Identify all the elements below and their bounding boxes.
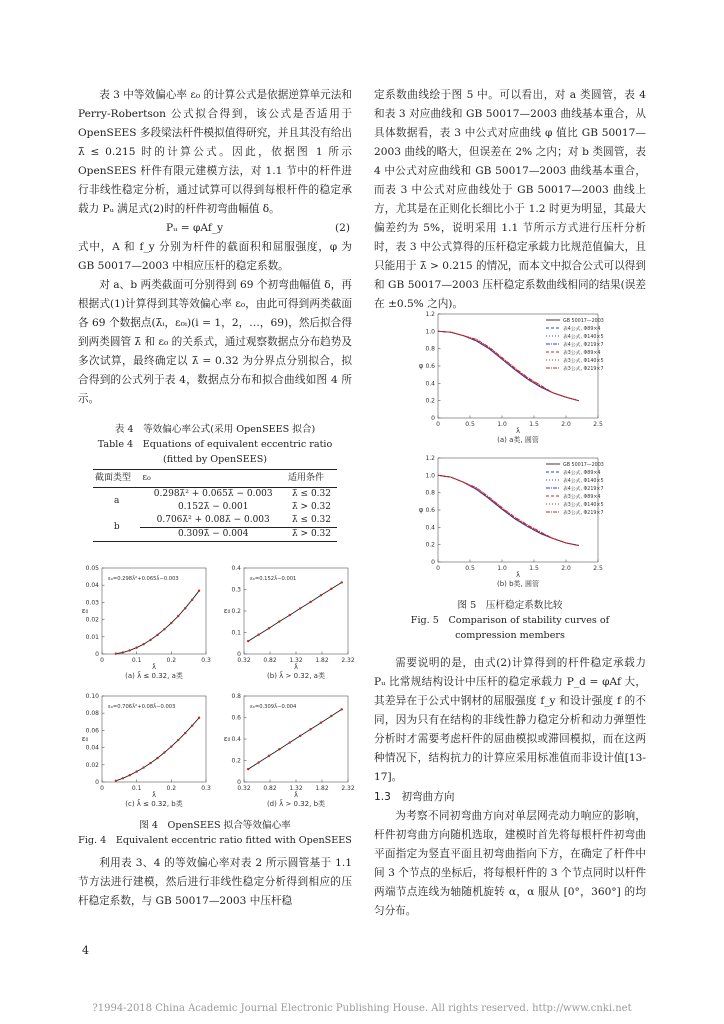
- equation-2-body: Pᵤ = φAf_y: [166, 222, 224, 234]
- x-tick-label: 0.1: [131, 785, 142, 792]
- x-axis-label: λ̄: [516, 571, 520, 579]
- x-tick-label: 2.0: [561, 421, 571, 428]
- y-tick-label: 0.4: [231, 736, 241, 743]
- page-number: 4: [82, 944, 89, 957]
- data-point: [115, 780, 117, 782]
- x-tick-label: 0.1: [131, 657, 142, 664]
- data-point: [142, 766, 144, 768]
- y-tick-label: 0.04: [85, 744, 99, 752]
- y-tick-label: 0.10: [85, 693, 99, 700]
- data-point: [149, 762, 151, 764]
- data-point: [170, 622, 172, 624]
- fit-equation-label: ε₀=0.298λ̄²+0.065λ̄−0.003: [108, 576, 179, 582]
- chart-fig4a: [82, 565, 211, 680]
- chart-caption: (d) λ̄ > 0.32, b类: [266, 800, 326, 808]
- y-tick-label: 0.01: [85, 633, 99, 641]
- data-point: [289, 741, 291, 743]
- x-tick-label: 1.32: [289, 657, 303, 664]
- y-tick-label: 0.2: [231, 757, 241, 765]
- data-point: [320, 594, 322, 596]
- fit-line: [248, 582, 342, 641]
- y-tick-label: 0.4: [425, 524, 435, 532]
- y-tick-label: 0.8: [425, 489, 435, 497]
- data-point: [177, 615, 179, 617]
- fig5-title-cn: 图 5 压杆稳定系数比较: [457, 600, 563, 611]
- table-4-title-cn: 表 4 等效偏心率公式(采用 OpenSEES 拟合): [114, 424, 316, 435]
- data-point: [129, 649, 131, 651]
- copyright-footer: ?1994-2018 China Academic Journal Electronic Publishing House. All rights reserved. http://www.cnki.net: [92, 1003, 632, 1014]
- fit-line: [116, 591, 199, 654]
- series-line: [438, 331, 579, 400]
- table-cell: 0.309λ̄ − 0.004: [140, 528, 286, 542]
- table-4-title-en-2: (fitted by OpenSEES): [162, 454, 268, 465]
- y-tick-label: 0.1: [231, 629, 241, 637]
- series-line: [438, 475, 579, 545]
- equation-2: [78, 219, 352, 238]
- x-axis-label: λ̄: [152, 663, 156, 671]
- table-row: [93, 514, 337, 528]
- data-point: [247, 640, 249, 642]
- x-tick-label: 1.0: [497, 421, 507, 428]
- y-axis-label: ε₀: [81, 735, 89, 743]
- table-cell: 0.152λ̄ − 0.001: [177, 502, 249, 512]
- table-cell: 0.706λ̄² + 0.08λ̄ − 0.003: [140, 514, 286, 528]
- x-tick-label: 2.0: [561, 565, 571, 572]
- x-tick-label: 0.82: [263, 785, 277, 792]
- x-tick-label: 1.0: [497, 565, 507, 572]
- fig5-caption: [374, 598, 646, 643]
- x-tick-label: 1.82: [315, 657, 329, 664]
- data-point: [156, 634, 158, 636]
- x-tick-label: 0.3: [201, 657, 211, 664]
- data-point: [122, 777, 124, 779]
- series-line: [438, 331, 579, 400]
- series-line: [438, 331, 579, 400]
- y-tick-label: 0.4: [425, 380, 435, 388]
- legend-label: 表3公式, Φ219×7: [563, 511, 604, 516]
- chart-caption: (b) λ̄ > 0.32, a类: [267, 672, 325, 680]
- x-axis-label: λ̄: [294, 791, 298, 799]
- y-axis-label: φ: [418, 362, 424, 370]
- x-tick-label: 1.5: [529, 565, 539, 572]
- chart-fig5a: [419, 311, 604, 444]
- series-line: [438, 331, 579, 400]
- table-cell: λ̄ ≤ 0.32: [286, 514, 337, 528]
- data-point: [289, 614, 291, 616]
- x-tick-label: 0.2: [166, 657, 177, 664]
- data-point: [122, 651, 124, 653]
- y-tick-label: 0.2: [425, 541, 435, 549]
- data-point: [257, 761, 259, 763]
- table-header: ε₀: [140, 470, 286, 488]
- x-tick-label: 1.5: [529, 421, 539, 428]
- series-line: [438, 475, 579, 545]
- table-4-block: [78, 422, 352, 542]
- data-point: [257, 633, 259, 635]
- y-tick-label: 0: [95, 779, 99, 786]
- y-tick-label: 0.02: [85, 616, 99, 624]
- legend-label: 表4公式, Φ219×7: [563, 487, 604, 492]
- fig4-title-cn: 图 4 OpenSEES 拟合等效偏心率: [139, 820, 291, 831]
- x-tick-label: 0: [100, 785, 104, 792]
- legend-label: 表3公式, Φ89×4: [563, 495, 601, 500]
- data-point: [191, 599, 193, 601]
- y-axis-label: ε₀: [223, 735, 231, 743]
- table-cell: λ̄ > 0.32: [291, 502, 331, 512]
- data-point: [341, 581, 343, 583]
- y-tick-label: 0.06: [85, 727, 99, 735]
- y-tick-label: 0.4: [231, 565, 241, 572]
- fit-line: [116, 718, 199, 781]
- fit-equation-label: ε₀=0.152λ̄−0.001: [250, 576, 297, 582]
- series-line: [438, 475, 579, 545]
- data-point: [135, 646, 137, 648]
- x-tick-label: 0.82: [263, 657, 277, 664]
- y-tick-label: 0: [237, 651, 241, 658]
- data-point: [309, 728, 311, 730]
- table-header: 截面类型: [93, 470, 140, 488]
- table-4-title-en-1: Table 4 Equations of equivalent eccentric ratio: [97, 439, 333, 450]
- legend-label: 表3公式, Φ140×5: [563, 503, 604, 508]
- data-point: [330, 588, 332, 590]
- y-tick-label: 0.3: [231, 586, 241, 594]
- data-point: [129, 774, 131, 776]
- paragraph-r3: 为考察不同初弯曲方向对单层网壳动力响应的影响，杆件初弯曲方向随机选取，建模时首先将每根杆件初弯曲平面指定为竖直平面且初弯曲指向下方，在确定了杆件中间 3 个节点的坐标后，将每根杆件的 3 个节点同时以杆件两端节点连线为轴随机旋转 α，α 服从 [0°，360°] 的均匀分布。: [374, 810, 646, 917]
- y-tick-label: 0: [237, 779, 241, 786]
- data-point: [149, 639, 151, 641]
- y-tick-label: 0.2: [231, 608, 241, 615]
- y-tick-label: 0: [431, 415, 435, 422]
- x-tick-label: 2.32: [341, 657, 355, 664]
- data-point: [198, 590, 200, 592]
- right-column-top: [374, 86, 646, 314]
- y-tick-label: 0.03: [85, 599, 99, 607]
- fig5-title-en-1: Fig. 5 Comparison of stability curves of: [410, 615, 610, 626]
- legend-label: 表4公式, Φ89×4: [563, 327, 601, 332]
- y-tick-label: 0.6: [231, 714, 241, 722]
- fig5-panels: [398, 308, 618, 594]
- legend-label: 表4公式, Φ89×4: [563, 471, 601, 476]
- paragraph-r2: 需要说明的是，由式(2)计算得到的杆件稳定承载力 Pᵤ 比常规结构设计中压杆的稳定承载力 P_d = φAf 大，其差异在于公式中钢材的屈服强度 f_y 和设计强度 f 的不同，因为只有在结构的非线性静力稳定分析和动力弹塑性分析时才需要考虑杆件的屈曲模拟或滞回模拟，而在这两种情况下，结构抗力的计算应采用标准值而非设计值[13-17]。: [374, 657, 646, 783]
- data-point: [299, 607, 301, 609]
- x-tick-label: 0.5: [465, 421, 475, 428]
- y-tick-label: 0.08: [85, 710, 99, 718]
- left-column-bottom: [78, 854, 352, 911]
- legend-label: GB 50017—2003: [563, 463, 604, 468]
- series-line: [438, 475, 579, 545]
- data-point: [247, 768, 249, 770]
- legend-label: 表4公式, Φ140×5: [563, 335, 604, 340]
- table-cell: a: [114, 495, 120, 506]
- fig5-title-en-2: compression members: [455, 630, 565, 641]
- data-point: [309, 601, 311, 603]
- fig4-panels: [78, 562, 358, 820]
- y-tick-label: 0.02: [85, 761, 99, 769]
- y-tick-label: 1.2: [425, 311, 435, 318]
- table-4: [93, 469, 337, 542]
- x-axis-label: λ̄: [152, 791, 156, 799]
- right-column-bottom: [374, 654, 646, 921]
- data-point: [115, 652, 117, 654]
- data-point: [170, 745, 172, 747]
- fit-equation-label: ε₀=0.309λ̄−0.004: [250, 704, 297, 710]
- equation-2-number: (2): [334, 222, 350, 234]
- chart-caption: (a) a类, 圆管: [497, 436, 539, 444]
- y-axis-label: ε₀: [223, 607, 231, 615]
- left-column-top: [78, 86, 352, 409]
- y-tick-label: 0.2: [425, 397, 435, 405]
- data-point: [191, 724, 193, 726]
- series-line: [438, 331, 579, 400]
- data-point: [198, 717, 200, 719]
- data-point: [177, 739, 179, 741]
- legend-label: 表4公式, Φ140×5: [563, 479, 604, 484]
- x-tick-label: 1.32: [289, 785, 303, 792]
- series-line: [438, 331, 579, 400]
- table-cell: 0.298λ̄² + 0.065λ̄ − 0.003: [153, 489, 273, 499]
- table-cell: b: [93, 514, 140, 542]
- data-point: [184, 732, 186, 734]
- x-tick-label: 2.32: [341, 785, 355, 792]
- legend-label: GB 50017—2003: [563, 319, 604, 324]
- x-tick-label: 0: [100, 657, 104, 664]
- legend-label: 表4公式, Φ219×7: [563, 343, 604, 348]
- data-point: [184, 607, 186, 609]
- series-line: [438, 475, 579, 545]
- fit-equation-label: ε₀=0.706λ̄²+0.08λ̄−0.003: [108, 704, 176, 710]
- x-axis-label: λ̄: [294, 663, 298, 671]
- x-tick-label: 2.5: [593, 565, 603, 572]
- data-point: [330, 715, 332, 717]
- fit-line: [248, 709, 342, 769]
- data-point: [268, 627, 270, 629]
- series-line: [438, 475, 579, 545]
- series-line: [438, 331, 579, 400]
- paragraph-r1: 定系数曲线绘于图 5 中。可以看出，对 a 类圆管，表 4 和表 3 对应曲线和 GB 50017—2003 曲线基本重合，从具体数据看，表 3 中公式对应曲线 φ 值比 GB 50017—2003 曲线的略大，但误差在 2% 之内；对 b 类圆管，表 4 中公式对应曲线和 GB 50017—2003 曲线基本重合，而表 3 中公式对应曲线处于 GB 50017—2003 曲线上方，尤其是在正则化长细比小于 1.2 时更为明显，其最大偏差约为 5%，说明采用 1.1 节所示方式进行压杆分析时，表 3 中公式算得的压杆稳定承载力比规范值偏大，且只能用于 λ̄ > 0.215 的情况，而本文中拟合公式可以得到和 GB 50017—2003 压杆稳定系数曲线相同的结果(误差在 ±0.5% 之内)。: [374, 89, 646, 310]
- table-row: [93, 488, 337, 502]
- table-cell: λ̄ > 0.32: [286, 528, 337, 542]
- x-tick-label: 2.5: [593, 421, 603, 428]
- data-point: [341, 708, 343, 710]
- data-point: [299, 735, 301, 737]
- x-tick-label: 0.32: [237, 657, 251, 664]
- y-tick-label: 0: [431, 559, 435, 566]
- data-point: [278, 620, 280, 622]
- table-header: 适用条件: [286, 470, 337, 488]
- legend-label: 表3公式, Φ219×7: [563, 367, 604, 372]
- series-line: [438, 475, 579, 545]
- x-axis-label: λ̄: [516, 427, 520, 435]
- fig4-title-en: Fig. 4 Equivalent eccentric ratio fitted with OpenSEES: [78, 835, 352, 846]
- chart-caption: (c) λ̄ ≤ 0.32, b类: [125, 800, 183, 808]
- y-tick-label: 0.6: [425, 507, 435, 514]
- chart-fig4d: [224, 693, 355, 808]
- data-point: [320, 721, 322, 723]
- paragraph-1: 表 3 中等效偏心率 ε₀ 的计算公式是依据逆算单元法和 Perry-Robertson 公式拟合得到，该公式是否适用于 OpenSEES 多段梁法杆件模拟值得研究，并且其没有给出 λ̄ ≤ 0.215 时的计算公式。因此，依据图 1 所示 OpenSEES 杆件有限元建模方法，对 1.1 节中的杆件进行非线性稳定分析，通过试算可以得到每根杆件的稳定承载力 Pᵤ 满足式(2)时的杆件初弯曲幅值 δ。: [78, 89, 352, 215]
- y-tick-label: 0.04: [85, 582, 99, 590]
- data-point: [163, 628, 165, 630]
- data-point: [278, 748, 280, 750]
- chart-caption: (b) b类, 圆管: [496, 580, 540, 588]
- y-tick-label: 1.2: [425, 455, 435, 462]
- paragraph-4: 利用表 3、4 的等效偏心率对表 2 所示圆管基于 1.1 节方法进行建模，然后进行非线性稳定分析得到相应的压杆稳定系数，与 GB 50017—2003 中压杆稳: [78, 857, 352, 907]
- data-point: [163, 751, 165, 753]
- x-tick-label: 1.82: [315, 785, 329, 792]
- y-tick-label: 0: [95, 651, 99, 658]
- data-point: [135, 770, 137, 772]
- section-heading-1-3: 1.3 初弯曲方向: [374, 791, 455, 803]
- y-tick-label: 1.0: [425, 328, 435, 336]
- legend-label: 表3公式, Φ89×4: [563, 351, 601, 356]
- y-axis-label: φ: [418, 506, 424, 514]
- legend-label: 表3公式, Φ140×5: [563, 359, 604, 364]
- x-tick-label: 0.32: [237, 785, 251, 792]
- y-tick-label: 0.8: [231, 693, 241, 700]
- chart-fig4c: [82, 693, 211, 808]
- y-tick-label: 0.05: [85, 565, 99, 572]
- data-point: [156, 757, 158, 759]
- chart-caption: (a) λ̄ ≤ 0.32, a类: [125, 672, 183, 680]
- fig4-caption: [78, 818, 352, 848]
- y-tick-label: 0.6: [425, 363, 435, 370]
- data-point: [142, 643, 144, 645]
- data-point: [268, 755, 270, 757]
- y-tick-label: 0.8: [425, 345, 435, 353]
- x-tick-label: 0.5: [465, 565, 475, 572]
- paragraph-3: 对 a、b 两类截面可分别得到 69 个初弯曲幅值 δ，再根据式(1)计算得到其等效偏心率 ε₀，由此可得到两类截面各 69 个数据点(λ̄ᵢ，ε₀ᵢ)(i = 1，2，…，69)，然后拟合得到两类圆管 λ̄ 和 ε₀ 的关系式，通过观察数据点分布趋势及多次试算，最终确定以 λ̄ = 0.32 为分界点分别拟合，拟合得到的公式列于表 4，数据点分布和拟合曲线如图 4 所示。: [78, 279, 352, 405]
- chart-fig4b: [224, 565, 355, 680]
- y-tick-label: 1.0: [425, 472, 435, 480]
- y-axis-label: ε₀: [81, 607, 89, 615]
- paragraph-2: 式中，A 和 f_y 分别为杆件的截面积和屈服强度，φ 为 GB 50017—2003 中相应压杆的稳定系数。: [78, 241, 352, 272]
- x-tick-label: 0: [436, 565, 440, 572]
- x-tick-label: 0: [436, 421, 440, 428]
- chart-fig5b: [419, 455, 604, 588]
- table-cell: λ̄ ≤ 0.32: [291, 489, 331, 499]
- x-tick-label: 0.2: [166, 785, 177, 792]
- x-tick-label: 0.3: [201, 785, 211, 792]
